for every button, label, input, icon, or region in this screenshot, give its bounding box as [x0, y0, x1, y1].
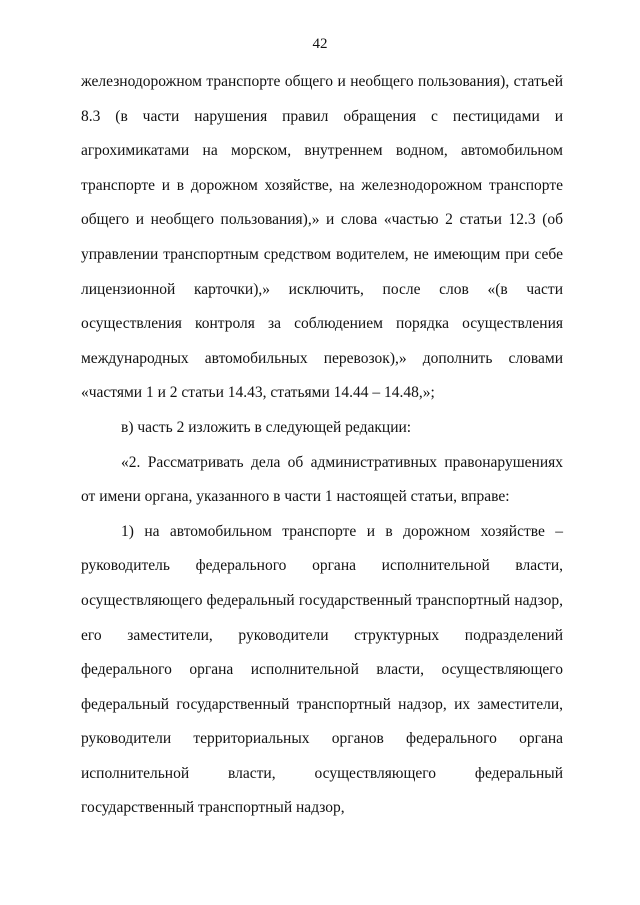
paragraph-clause-2: «2. Рассматривать дела об административных правонарушениях от имени органа, указанного в части 1 настоящей статьи, вправе:: [81, 453, 563, 506]
page-number: 42: [312, 36, 328, 52]
paragraph-item-v: в) часть 2 изложить в следующей редакции:: [121, 418, 412, 436]
paragraph-subitem-1: 1) на автомобильном транспорте и в дорожном хозяйстве – руководитель федерального органа исполнительной власти, осуществляющего федеральный государственный транспортный надзор, его заместители, руководители структурных подразделений федерального органа исполнительной власти, осуществляющего федеральный государственный транспортный надзор, их заместители, руководители территориальных органов федерального органа исполнительной власти, осуществляющего федеральный государственный транспортный надзор,: [81, 522, 563, 817]
document-body: [81, 65, 563, 826]
paragraph-continuation: железнодорожном транспорте общего и необщего пользования), статьей 8.3 (в части нарушения правил обращения с пестицидами и агрохимикатами на морском, внутреннем водном, автомобильном транспорте и в дорожном хозяйстве, на железнодорожном транспорте общего и необщего пользования),» и слова «частью 2 статьи 12.3 (об управлении транспортным средством водителем, не имеющим при себе лицензионной карточки),» исключить, после слов «(в части осуществления контроля за соблюдением порядка осуществления международных автомобильных перевозок),» дополнить словами «частями 1 и 2 статьи 14.43, статьями 14.44 – 14.48,»;: [81, 73, 563, 402]
